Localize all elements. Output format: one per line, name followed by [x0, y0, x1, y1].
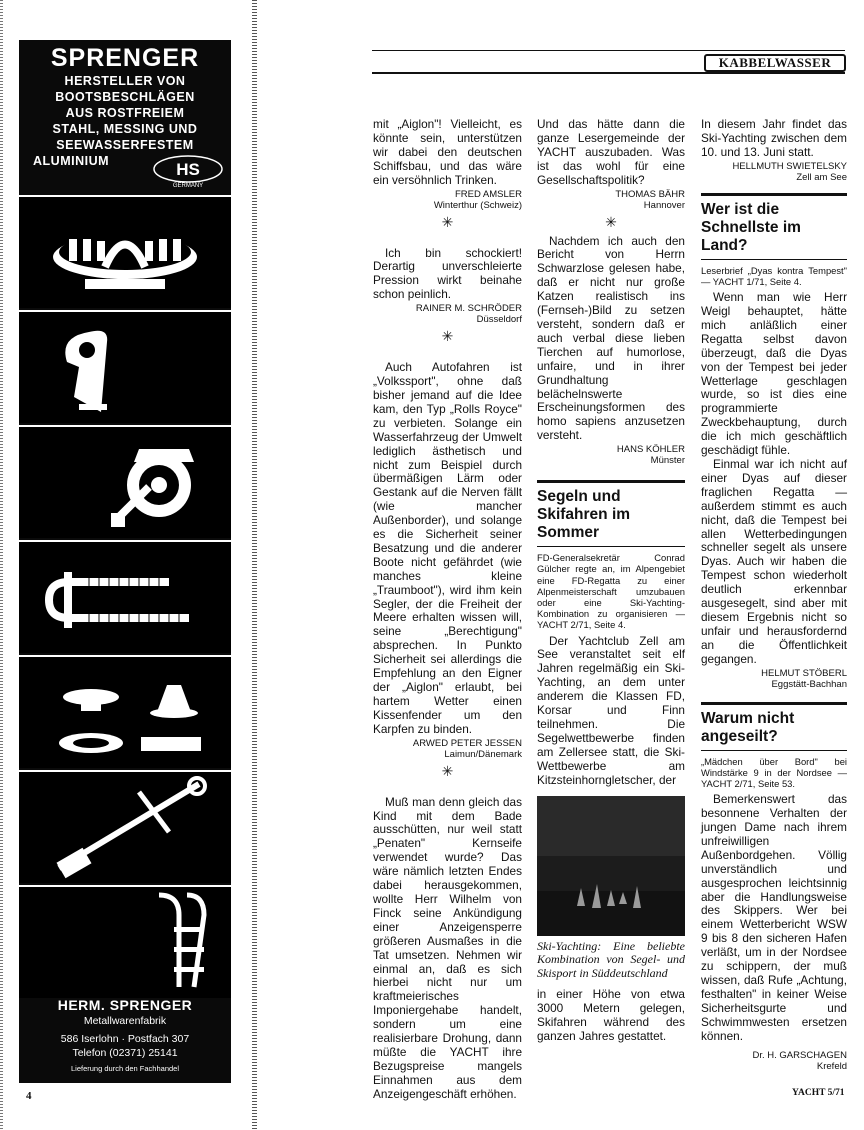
- ad-line: BOOTSBESCHLÄGEN: [55, 90, 195, 104]
- signature: [373, 738, 522, 760]
- letter-text: In diesem Jahr findet das Ski-Yachting zwischen dem 10. und 13. Juni statt.: [701, 117, 847, 159]
- signature: [537, 444, 685, 466]
- issue-footer: YACHT 5/71: [792, 1088, 845, 1098]
- signature-place: Winterthur (Schweiz): [433, 199, 522, 211]
- letter-text: Auch Autofahren ist „Volkssport", ohne daß bisher jemand auf die Idee kam, den Typ „Rolls Royce" zu verbieten. Solange ein Wasserfahrzeug der Umwelt lediglich ästhetisch und nicht zum Beispiel durch übermäßigen Lärm oder Gestank auf die Nerven fällt (wie mancher Außenborder), und solange es die Sicherheit seiner Besatzung und die anderer Boote nicht gefährdet (wie manches kleine „Traumboot"), wird ihm kein Segler, der die Freiheit der Meere erhalten wissen will, seine „Berechtigung" absprechen. In Punkto Sicherheit sei allerdings die Empfehlung an den Eigner der „Aiglon" erlaubt, bei hartem Wetter einen Kissenfender um den Karpfen zu binden.: [373, 360, 522, 736]
- article-text: in einer Höhe von etwa 3000 Metern gelegen, Skifahren während des ganzen Jahres gestattet.: [537, 987, 685, 1043]
- signature: [537, 189, 685, 211]
- ad-line: SEEWASSERFESTEM: [56, 138, 194, 152]
- separator-star: ✳: [441, 762, 454, 779]
- ad-line: STAHL, MESSING UND: [52, 122, 198, 136]
- separator-star: ✳: [441, 328, 454, 345]
- ladder-icon: [19, 885, 231, 998]
- signature-name: HELMUT STÖBERL: [761, 667, 847, 679]
- signature-place: Münster: [650, 455, 685, 467]
- signature: [701, 668, 847, 690]
- ad-phone: Telefon (02371) 25141: [72, 1047, 178, 1059]
- ad-line: ALUMINIUM: [33, 154, 110, 168]
- signature-name: FRED AMSLER: [454, 188, 522, 200]
- ad-distribution: Lieferung durch den Fachhandel: [71, 1064, 179, 1073]
- cleat-icon: [19, 195, 231, 308]
- letter-text: Muß man denn gleich das Kind mit dem Bade ausschütten, nur weil statt „Penaten" Kernseife verwendet wurde? Das wäre nämlich letzten Endes dabei herausgekommen, wollte Herr Wilhelm von Finck seine Ankündigung einer Anzeigensperre größeren Ausmaßes in die Tat umsetzen. Nehmen wir einmal an, daß es sich hierbei nicht nur um kraftmeierisches Imponiergehabe handelt, sondern um eine realisierbare Drohung, dann müßte die YACHT ihre Bezugspreise mangels Einnahmen aus dem Anzeigengeschäft erhöhen.: [373, 794, 522, 1101]
- logo-text: HS: [176, 160, 200, 179]
- signature-name: RAINER M. SCHRÖDER: [415, 303, 522, 315]
- signature: [373, 189, 522, 211]
- binding-strip: [252, 0, 257, 1130]
- signature-name: THOMAS BÄHR: [615, 188, 685, 200]
- lead-text: „Mädchen über Bord" bei Windstärke 9 in der Nordsee — YACHT 2/71, Seite 53.: [701, 755, 847, 789]
- section-heading: Segeln und Skifahren im Sommer: [537, 480, 685, 542]
- signature: [701, 1050, 847, 1072]
- block-pulley-icon: [19, 425, 231, 538]
- letter-text: Nachdem ich auch den Bericht von Herrn Schwarzlose gelesen habe, daß er nicht nur große Katzen realistisch ins (Fernseh-)Bild zu setzen versteht, sondern daß er auch verbal diese lieben Tierchen auf humorlose, unfaire, und in ihrer Grundhaltung belächelnswerte Erscheinungsformen des homo sapiens anzusetzen versteht.: [537, 233, 685, 443]
- logo-sub: GERMANY: [172, 183, 204, 189]
- letter-text: Ich bin schockiert! Derartig unverschleierte Pression wirkt beinahe schon peinlich.: [373, 245, 522, 302]
- article-text: Der Yachtclub Zell am See veranstaltet seit elf Jahren regelmäßig ein Ski-Yachting, an dem unter anderem die Klassen FD, Korsar und Finn teilnehmen. Die Segelwettbewerbe finden am Zellersee statt, die Ski-Wettbewerbe am Kitzsteinhorngletscher, der: [537, 633, 685, 787]
- signature-name: ARWED PETER JESSEN: [412, 737, 522, 749]
- column-3: [701, 118, 847, 1072]
- letter-text: mit „Aiglon"! Vielleicht, es könnte sein, unterstützen wir dabei den deutschen Schiffsbau, und das wäre ein versöhnlich Trinken.: [373, 117, 522, 187]
- deck-fitting-icon: [19, 655, 231, 768]
- u-bolt-icon: [19, 540, 231, 653]
- page-number: 4: [26, 1090, 32, 1102]
- signature-name: HELLMUTH SWIETELSKY: [732, 160, 847, 172]
- ad-contact: [19, 995, 231, 1073]
- signature: [373, 303, 522, 325]
- heading-rule: [701, 259, 847, 260]
- header-rule: [372, 50, 845, 51]
- separator-star: ✳: [441, 213, 454, 230]
- heading-rule: [537, 546, 685, 547]
- ad-line: AUS ROSTFREIEM: [65, 106, 185, 120]
- section-heading: Warum nicht angeseilt?: [701, 702, 847, 746]
- lead-text: FD-Generalsekretär Conrad Gülcher regte an, im Alpengebiet eine FD-Regatta zu einer Alpenmeisterschaft umzubauen oder eine Ski-Yachting-Kombination zu organisieren — YACHT 2/71, Seite 4.: [537, 552, 685, 631]
- signature-place: Zell am See: [796, 171, 847, 183]
- separator-star: ✳: [605, 213, 617, 230]
- section-tag: KABBELWASSER: [704, 54, 846, 72]
- signature-place: Eggstätt-Bachhan: [771, 678, 847, 690]
- section-heading: Wer ist die Schnellste im Land?: [701, 193, 847, 255]
- lead-text: Leserbrief „Dyas kontra Tempest" — YACHT 1/71, Seite 4.: [701, 264, 847, 287]
- ad-company: HERM. SPRENGER: [57, 997, 193, 1013]
- photo-caption: Ski-Yachting: Eine beliebte Kombination von Segel- und Skisport in Süddeutschland: [537, 938, 685, 980]
- column-1: [373, 118, 522, 1102]
- signature-place: Laimun/Dänemark: [444, 748, 522, 760]
- hook-icon: [19, 310, 231, 423]
- signature-name: Dr. H. GARSCHAGEN: [752, 1049, 847, 1061]
- signature-place: Krefeld: [816, 1060, 847, 1072]
- signature-name: HANS KÖHLER: [616, 444, 685, 456]
- article-text: Einmal war ich nicht auf einer Dyas auf dieser fraglichen Regatta — außerdem stimmt es auch nicht, daß die Tempest bei allen Wetterbedingungen schneller segelt als unsere Dyas. Auch wir haben die Tempest schon wiederholt deutlich erkennbar ausgesegelt, sind aber mit diesem Ergebnis nicht so unfair und herausfordernd an die Öffentlichkeit gegangen.: [701, 457, 847, 666]
- signature: [701, 161, 847, 183]
- turnbuckle-icon: [19, 770, 231, 883]
- left-binding-edge: [0, 0, 3, 1130]
- ad-address: 586 Iserlohn · Postfach 307: [60, 1033, 190, 1045]
- signature-place: Düsseldorf: [476, 314, 522, 326]
- ad-subtitle: Metallwarenfabrik: [83, 1015, 167, 1027]
- heading-rule: [701, 750, 847, 751]
- ad-line: HERSTELLER VON: [64, 74, 186, 88]
- sprenger-advertisement: [19, 40, 231, 1083]
- header-rule-bottom: [372, 72, 845, 74]
- letter-text: Und das hätte dann die ganze Lesergemeinde der YACHT auszubaden. Was ist das wohl für eine Gesellschaftspolitik?: [537, 117, 685, 187]
- ski-yachting-photo: [537, 796, 685, 936]
- ad-brand: SPRENGER: [50, 44, 200, 72]
- article-text: Bemerkenswert das besonnene Verhalten der jungen Dame nach ihrem unfreiwilligen Außenbordgehen. Völlig unverständlich und ausgesprochen leichtsinnig aber die Handlungsweise des Skippers. Wer bei einem Wetterbericht WSW 9 bis 8 den sicheren Hafen verläßt, um in der Nordsee zu schippern, der muß wissen, daß Rufe „Achtung, festhalten" in keiner Weise Sicherheitsgurte und Schwimmwesten ersetzen können.: [701, 792, 847, 1043]
- article-text: Wenn man wie Herr Weigl behauptet, hätte mich anläßlich einer Regatta selbst davon überzeugt, daß die Dyas von der Tempest bei jeder Wetterlage geschlagen wurde, so ist dies eine programmierte Zweckbehauptung, durch die ich mich geschäftlich geschädigt fühle.: [701, 290, 847, 458]
- hs-logo: [151, 153, 225, 189]
- signature-place: Hannover: [643, 199, 685, 211]
- column-2: [537, 118, 685, 1044]
